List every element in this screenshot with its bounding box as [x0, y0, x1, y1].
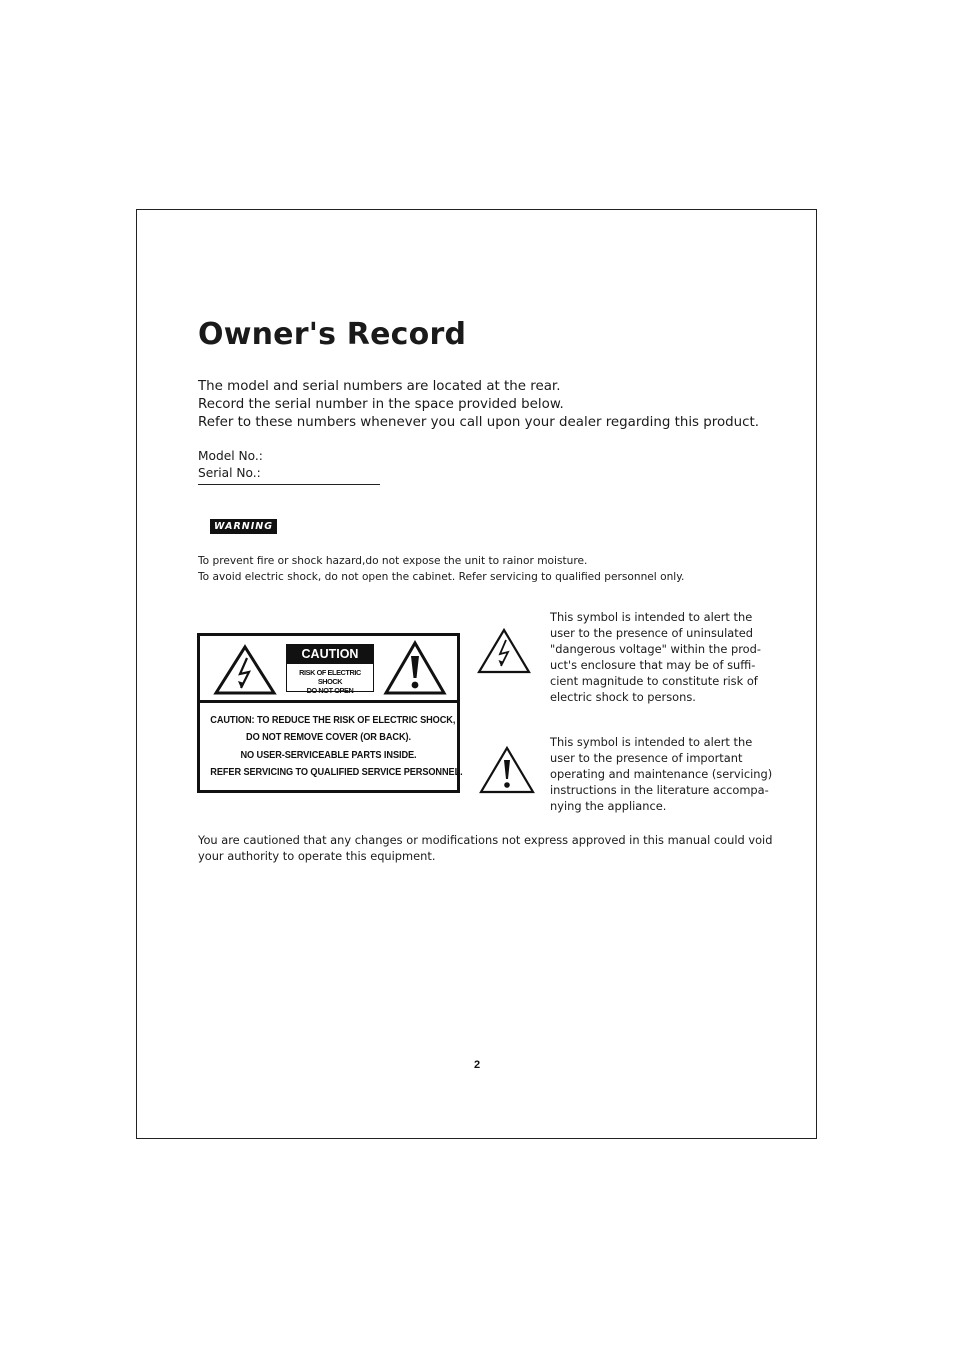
symbol-text-line: nying the appliance. — [550, 799, 667, 813]
symbol-text-line: "dangerous voltage" within the prod- — [550, 642, 761, 656]
instructions-symbol-description — [550, 734, 773, 814]
caution-sub-line: RISK OF ELECTRIC SHOCK — [299, 668, 361, 686]
caution-sub-line: DO NOT OPEN — [306, 686, 354, 695]
lightning-triangle-icon — [213, 644, 277, 696]
warning-badge: WARNING — [210, 519, 277, 534]
page-title: Owner's Record — [198, 317, 467, 352]
symbol-text-line: user to the presence of important — [550, 751, 743, 765]
caution-header: CAUTION — [287, 645, 373, 664]
caution-body-line: NO USER-SERVICEABLE PARTS INSIDE. — [240, 749, 417, 761]
notice-line: You are cautioned that any changes or modifications not express approved in this manual could void — [198, 833, 773, 847]
warning-text — [198, 554, 684, 585]
modification-notice — [198, 832, 772, 864]
caution-divider — [200, 700, 457, 703]
serial-number-label: Serial No.: — [198, 465, 261, 480]
symbol-text-line: uct's enclosure that may be of suffi- — [550, 658, 756, 672]
symbol-text-line: user to the presence of uninsulated — [550, 626, 753, 640]
exclamation-triangle-icon — [383, 640, 447, 696]
caution-body-line: REFER SERVICING TO QUALIFIED SERVICE PERSONNEL. — [210, 766, 463, 778]
intro-line: Record the serial number in the space provided below. — [198, 397, 564, 412]
page-number: 2 — [473, 1059, 481, 1071]
intro-paragraph — [198, 378, 759, 432]
intro-line: The model and serial numbers are located at the rear. — [198, 379, 561, 394]
caution-body-line: DO NOT REMOVE COVER (OR BACK). — [246, 732, 411, 744]
exclamation-triangle-icon — [479, 746, 535, 794]
symbol-text-line: instructions in the literature accompa- — [550, 783, 769, 797]
caution-sign — [286, 644, 374, 695]
caution-label — [197, 633, 463, 793]
symbol-text-line: operating and maintenance (servicing) — [550, 767, 773, 781]
voltage-symbol-description — [550, 609, 760, 705]
lightning-triangle-icon — [477, 628, 531, 674]
record-fields — [198, 448, 263, 481]
symbol-text-line: electric shock to persons. — [550, 690, 696, 704]
warning-line: To avoid electric shock, do not open the cabinet. Refer servicing to qualified personnel only. — [198, 570, 685, 583]
symbol-text-line: cient magnitude to constitute risk of — [550, 674, 758, 688]
caution-body — [210, 712, 463, 781]
symbol-text-line: This symbol is intended to alert the — [550, 735, 753, 749]
serial-number-line — [198, 484, 380, 485]
notice-line: your authority to operate this equipment. — [198, 849, 436, 863]
caution-body-line: CAUTION: TO REDUCE THE RISK OF ELECTRIC SHOCK, — [210, 715, 456, 726]
symbol-text-line: This symbol is intended to alert the — [550, 610, 753, 624]
model-number-label: Model No.: — [198, 449, 263, 463]
intro-line: Refer to these numbers whenever you call upon your dealer regarding this product. — [198, 415, 760, 430]
warning-line: To prevent fire or shock hazard,do not expose the unit to rainor moisture. — [198, 555, 588, 567]
